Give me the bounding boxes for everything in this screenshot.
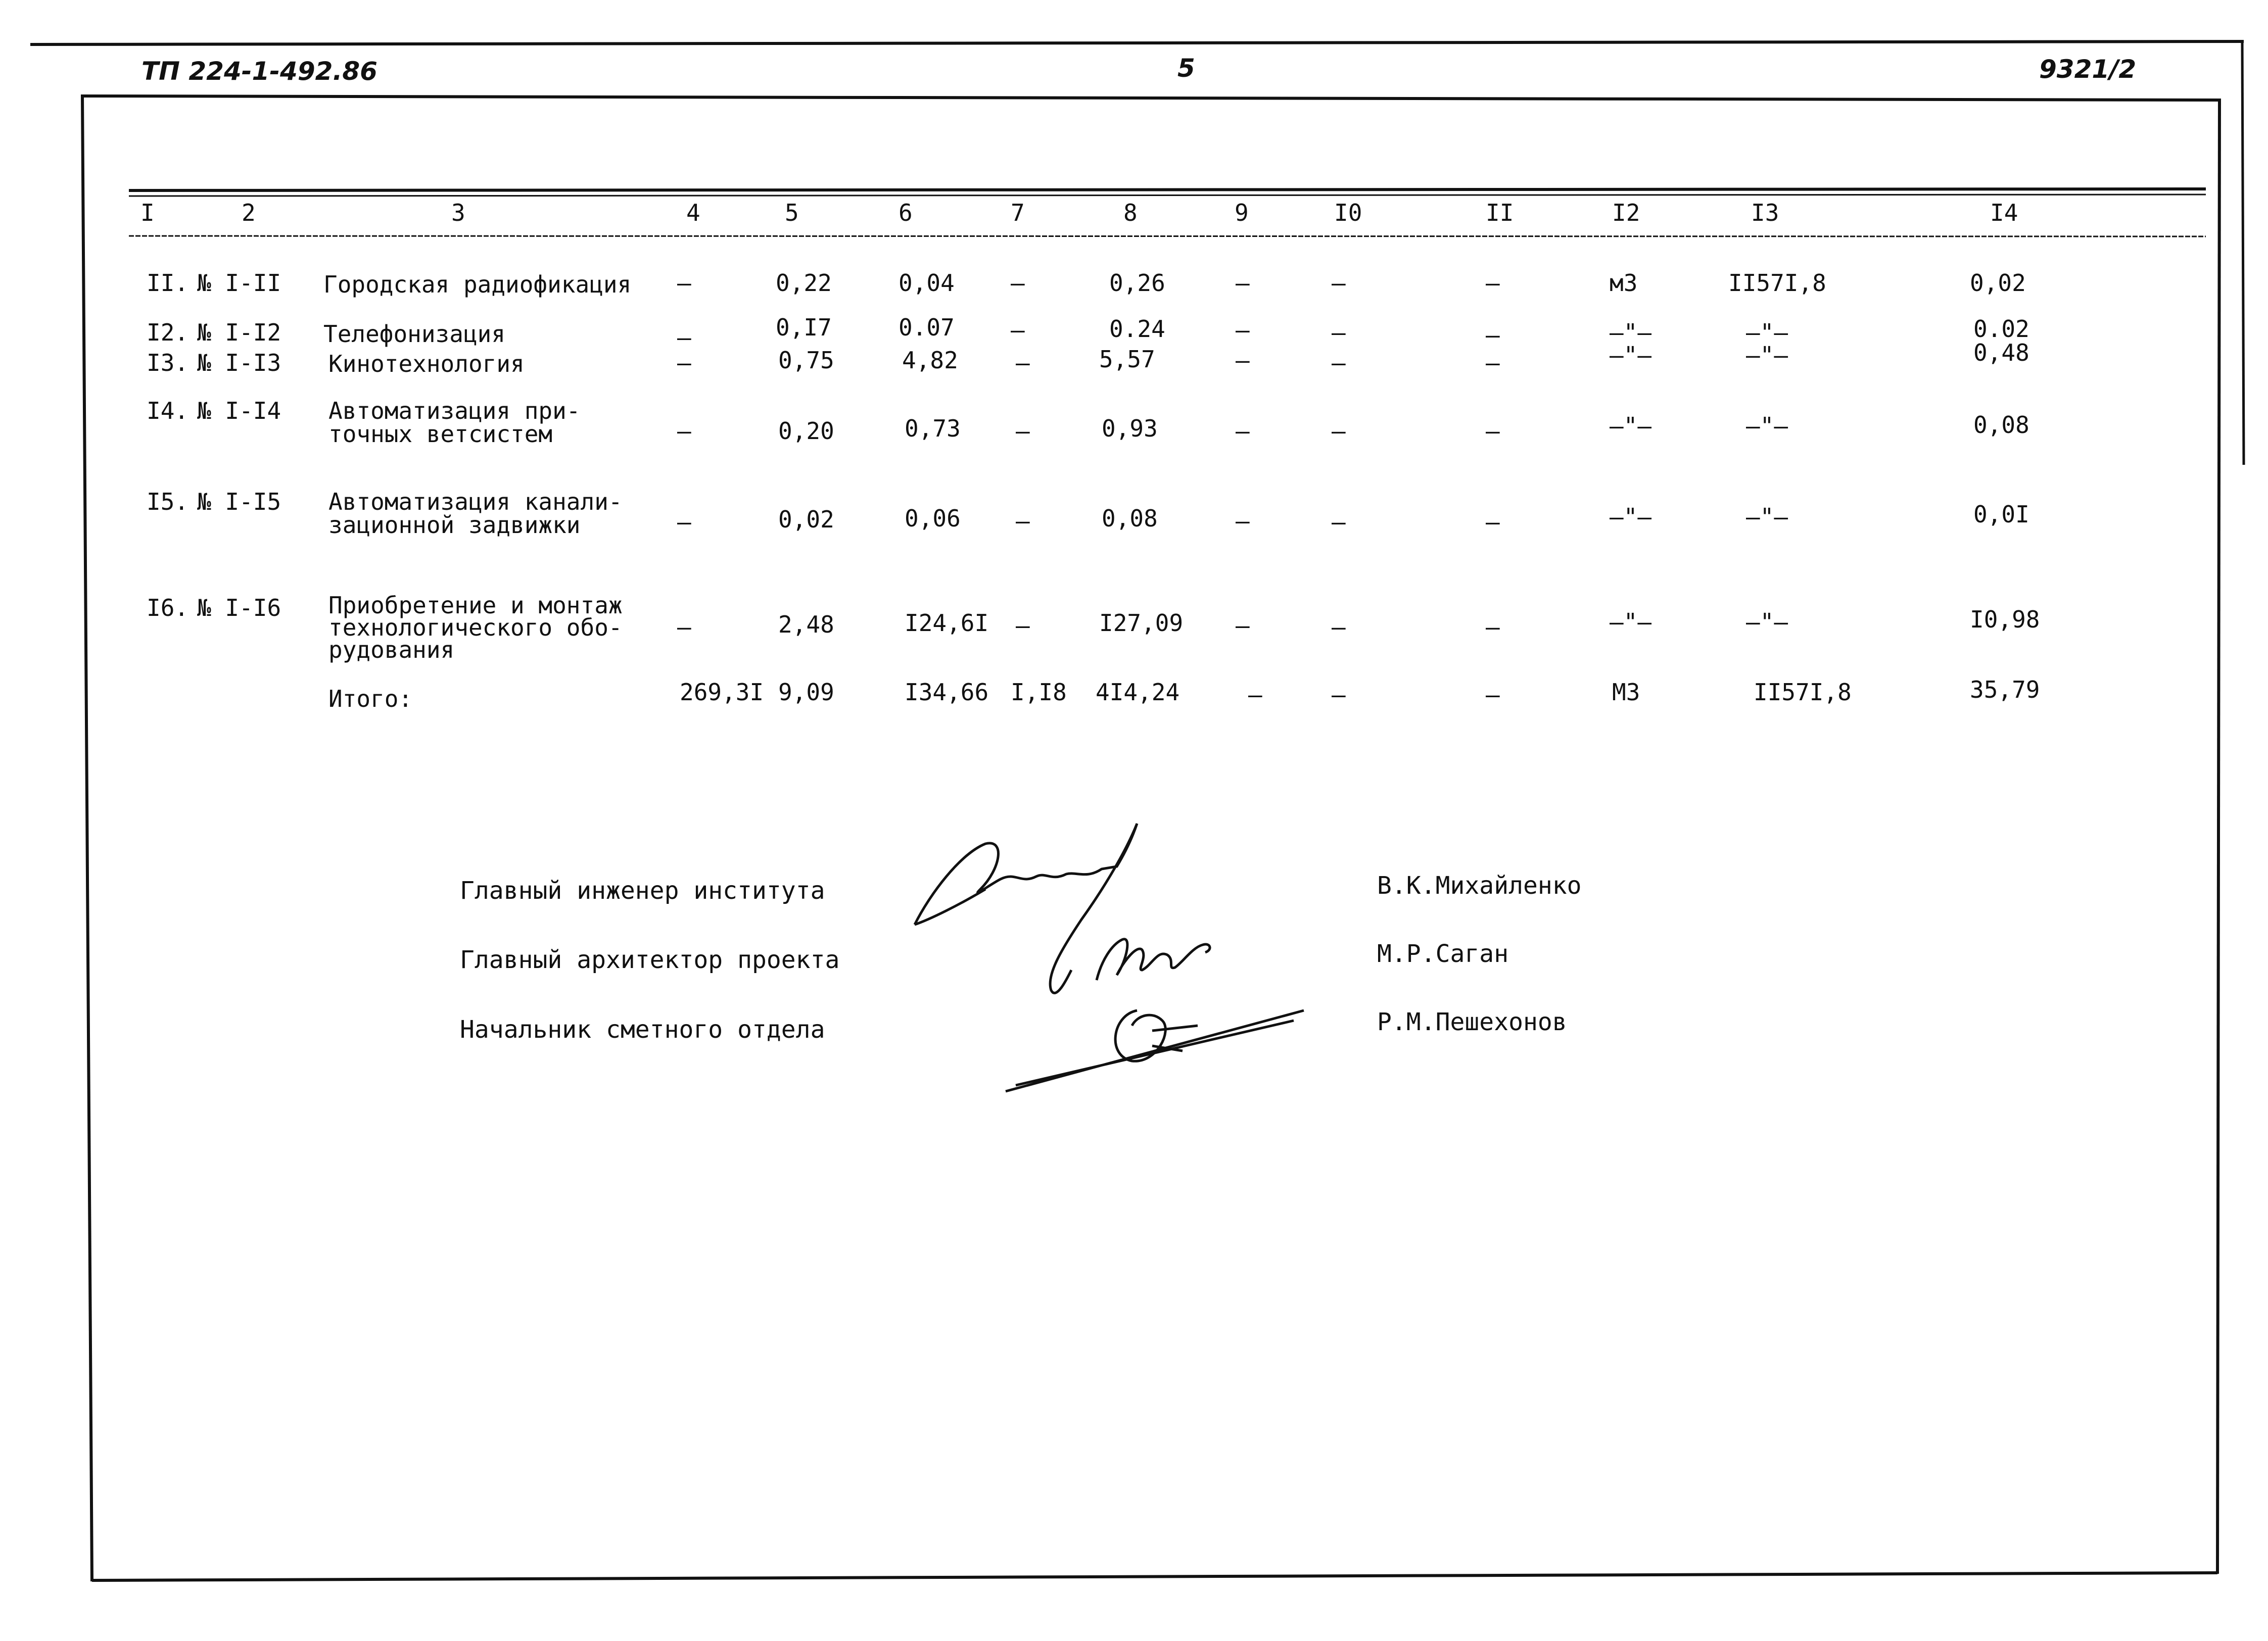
cell-7: – (1016, 507, 1030, 535)
cell-11: – (1486, 269, 1500, 297)
cell-11: – (1486, 613, 1500, 641)
cell-4: – (677, 613, 691, 641)
col-header: I0 (1334, 199, 1362, 226)
row-number: I5. (147, 488, 189, 515)
signature-stroke-1 (915, 824, 1137, 993)
row-ref: № I-I2 (197, 319, 281, 346)
cell-10: – (1332, 613, 1346, 641)
document-number: 9321/2 (2039, 55, 2137, 84)
signature-stroke-4 (1006, 1010, 1304, 1091)
cell-13: II57I,8 (1754, 679, 1852, 706)
cell-7: – (1016, 612, 1030, 639)
cell-7: I,I8 (1011, 679, 1067, 706)
cell-5: 0,22 (776, 269, 832, 297)
cell-6: 0,73 (905, 415, 961, 442)
signer-name: В.К.Михайленко (1377, 872, 1582, 900)
cell-4: – (677, 508, 691, 536)
cell-8: I27,09 (1099, 609, 1184, 637)
cell-12: –"– (1610, 503, 1652, 530)
cell-9: – (1236, 316, 1250, 344)
col-header: 3 (451, 199, 465, 226)
cell-4: 269,3I (680, 679, 764, 706)
cell-9: – (1236, 417, 1250, 445)
cell-4: – (677, 324, 691, 351)
col-header: 8 (1123, 199, 1138, 226)
row-ref: № I-I3 (197, 349, 281, 376)
cell-9: – (1236, 347, 1250, 374)
cell-12: –"– (1610, 319, 1652, 346)
cell-6: I24,6I (905, 609, 989, 637)
col-header: 5 (785, 199, 799, 226)
signer-role: Главный инженер института (460, 877, 825, 905)
cell-7: – (1016, 349, 1030, 376)
signature-stroke-3 (1097, 939, 1210, 980)
cell-7: – (1016, 417, 1030, 445)
cell-11: – (1486, 321, 1500, 349)
cell-12: –"– (1610, 608, 1652, 636)
col-header: I4 (1990, 199, 2018, 226)
row-ref: № I-I6 (197, 594, 281, 621)
col-header: 4 (686, 199, 700, 226)
cell-14: 0,0I (1973, 501, 2029, 528)
cell-10: – (1332, 417, 1346, 445)
cell-12: –"– (1610, 412, 1652, 440)
row-name-line: рудования (328, 636, 455, 663)
col-header: I (140, 199, 155, 226)
row-name-line: Автоматизация при- (328, 397, 581, 424)
col-header: 6 (899, 199, 913, 226)
cell-6: 0,06 (905, 505, 961, 532)
row-number: I2. (147, 319, 189, 346)
cell-8: 0,93 (1102, 415, 1158, 442)
row-number: I6. (147, 594, 189, 621)
cell-9: – (1236, 612, 1250, 639)
row-name-line: Приобретение и монтаж (328, 592, 623, 619)
cell-14: 0,48 (1973, 339, 2029, 366)
col-header: I2 (1612, 199, 1640, 226)
cell-8: 0.24 (1109, 315, 1165, 343)
cell-4: – (677, 269, 691, 297)
row-name-line: Автоматизация канали- (328, 488, 623, 515)
cell-6: 0,04 (899, 269, 955, 297)
row-ref: № I-I5 (197, 488, 281, 515)
row-number: I3. (147, 349, 189, 376)
row-number: II. (147, 269, 189, 297)
cell-14: 35,79 (1970, 676, 2040, 703)
row-name: Кинотехнология (328, 350, 525, 377)
cell-14: 0.02 (1973, 315, 2029, 343)
cell-6: I34,66 (905, 679, 989, 706)
cell-8: 4I4,24 (1096, 679, 1180, 706)
col-header: 9 (1235, 199, 1249, 226)
row-number: I4. (147, 397, 189, 424)
row-name-line: технологического обо- (328, 614, 623, 641)
cell-12: М3 (1612, 679, 1640, 706)
col-header: 7 (1011, 199, 1025, 226)
cell-9: – (1236, 269, 1250, 297)
row-name: Телефонизация (323, 320, 506, 348)
cell-5: 0,20 (778, 417, 834, 445)
row-name: Городская радиофикация (323, 271, 632, 298)
cell-7: – (1011, 269, 1025, 297)
cell-10: – (1332, 681, 1346, 708)
cell-5: 0,I7 (776, 314, 832, 341)
total-label: Итого: (328, 685, 413, 712)
cell-6: 4,82 (902, 347, 958, 374)
col-header: 2 (242, 199, 256, 226)
cell-14: I0,98 (1970, 606, 2040, 633)
cell-12: м3 (1610, 269, 1638, 297)
cell-7: – (1011, 316, 1025, 344)
cell-5: 9,09 (778, 679, 834, 706)
cell-11: – (1486, 681, 1500, 708)
cell-5: 2,48 (778, 611, 834, 638)
cell-13: –"– (1746, 342, 1788, 369)
cell-9: – (1236, 507, 1250, 535)
row-ref: № I-I4 (197, 397, 281, 424)
cell-13: –"– (1746, 412, 1788, 440)
cell-4: – (677, 417, 691, 445)
cell-5: 0,02 (778, 506, 834, 533)
signer-role: Начальник сметного отдела (460, 1016, 825, 1044)
cell-8: 5,57 (1099, 346, 1155, 373)
row-name-line: зационной задвижки (328, 511, 581, 539)
cell-14: 0,08 (1973, 411, 2029, 439)
row-name-line: точных ветсистем (328, 420, 553, 448)
col-header: II (1486, 199, 1514, 226)
cell-13: II57I,8 (1728, 269, 1826, 297)
signer-name: Р.М.Пешехонов (1377, 1008, 1567, 1036)
cell-9: – (1248, 681, 1262, 708)
cell-14: 0,02 (1970, 269, 2026, 297)
cell-10: – (1332, 319, 1346, 346)
handwritten-signatures (900, 808, 1329, 1112)
cell-13: –"– (1746, 503, 1788, 530)
cell-13: –"– (1746, 319, 1788, 346)
row-ref: № I-II (197, 269, 281, 297)
page-number: 5 (1177, 54, 1195, 83)
signer-name: М.Р.Саган (1377, 940, 1509, 968)
cell-10: – (1332, 349, 1346, 376)
col-header: I3 (1751, 199, 1779, 226)
cell-11: – (1486, 508, 1500, 536)
cell-4: – (677, 349, 691, 376)
cell-11: – (1486, 349, 1500, 376)
cell-10: – (1332, 508, 1346, 536)
cell-13: –"– (1746, 608, 1788, 636)
signer-role: Главный архитектор проекта (460, 946, 840, 974)
cell-11: – (1486, 417, 1500, 445)
cell-8: 0,26 (1109, 269, 1165, 297)
cell-5: 0,75 (778, 347, 834, 374)
cell-6: 0.07 (899, 314, 955, 341)
cell-12: –"– (1610, 342, 1652, 369)
document-code: ТП 224-1-492.86 (141, 57, 377, 86)
cell-8: 0,08 (1102, 505, 1158, 532)
cell-10: – (1332, 269, 1346, 297)
